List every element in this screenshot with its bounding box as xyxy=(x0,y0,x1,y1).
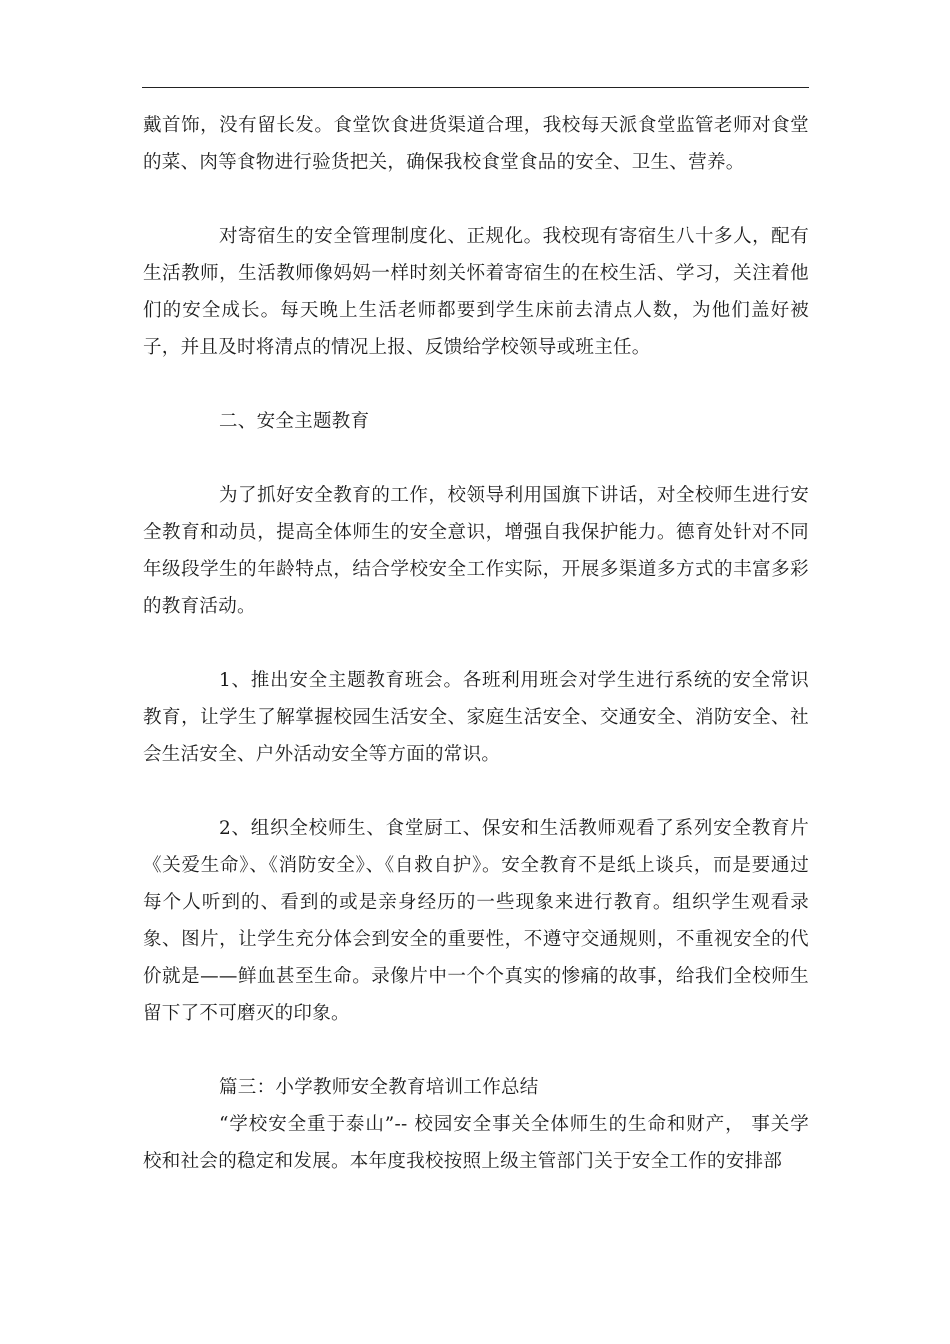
section-heading-safety-education: 二、安全主题教育 xyxy=(219,411,370,432)
paragraph-safety-films: 2、组织全校师生、食堂厨工、保安和生活教师观看了系列安全教育片《关爱生命》、《消防安全》、《自救自护》。安全教育不是纸上谈兵，而是要通过每个人听到的、看到的或是亲身经历的一些现象来进行教育。组织学生观看录象、图片，让学生充分体会到安全的重要性，不遵守交通规则，不重视安全的代价就是——鲜血甚至生命。录像片中一个个真实的惨痛的故事，给我们全校师生留下了不可磨灭的印象。 xyxy=(143,818,809,1024)
header-rule xyxy=(142,87,809,88)
paragraph-food-safety: 戴首饰，没有留长发。食堂饮食进货渠道合理，我校每天派食堂监管老师对食堂的菜、肉等食物进行验货把关，确保我校食堂食品的安全、卫生、营养。 xyxy=(143,115,809,173)
paragraph-class-meeting: 1、推出安全主题教育班会。各班利用班会对学生进行系统的安全常识教育，让学生了解掌握校园生活安全、家庭生活安全、交通安全、消防安全、社会生活安全、户外活动安全等方面的常识。 xyxy=(143,670,809,765)
section-heading-part-three: 篇三：小学教师安全教育培训工作总结 xyxy=(219,1077,539,1098)
paragraph-boarding-students: 对寄宿生的安全管理制度化、正规化。我校现有寄宿生八十多人，配有生活教师，生活教师像妈妈一样时刻关怀着寄宿生的在校生活、学习，关注着他们的安全成长。每天晚上生活老师都要到学生床前去清点人数，为他们盖好被子，并且及时将清点的情况上报、反馈给学校领导或班主任。 xyxy=(143,226,809,358)
paragraph-school-safety-quote: “学校安全重于泰山”-- 校园安全事关全体师生的生命和财产， 事关学校和社会的稳定和发展。本年度我校按照上级主管部门关于安全工作的安排部 xyxy=(143,1114,809,1172)
document-body xyxy=(143,107,809,1180)
paragraph-safety-education-intro: 为了抓好安全教育的工作，校领导利用国旗下讲话，对全校师生进行安全教育和动员，提高全体师生的安全意识，增强自我保护能力。德育处针对不同年级段学生的年龄特点，结合学校安全工作实际，开展多渠道多方式的丰富多彩的教育活动。 xyxy=(143,485,809,617)
